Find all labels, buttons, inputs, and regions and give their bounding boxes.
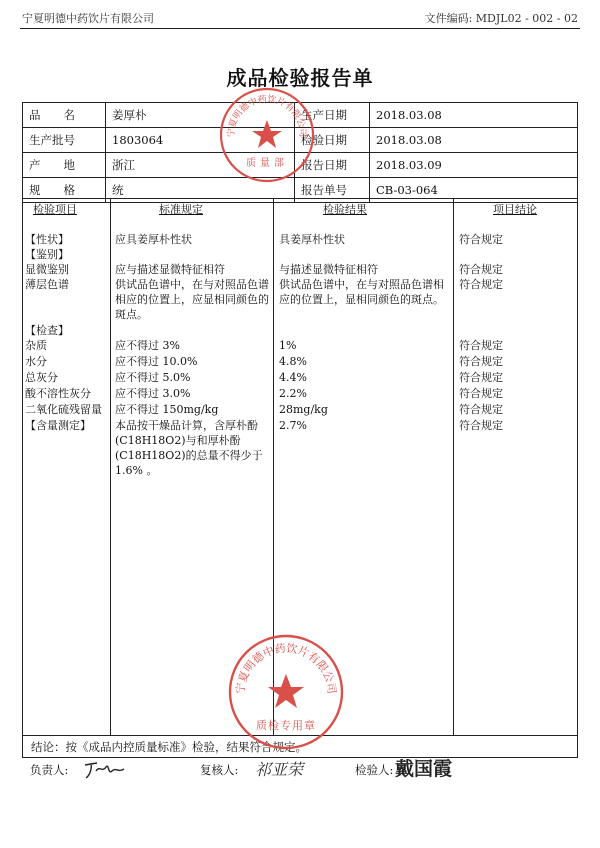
- info-label: 品 名: [23, 103, 106, 128]
- row-conclusion: 符合规定: [459, 387, 503, 400]
- row-standard: 应不得过 5.0%: [115, 371, 191, 384]
- stamp-bottom-text: 质量部: [246, 158, 288, 169]
- row-item: 酸不溶性灰分: [25, 387, 91, 400]
- report-title: 成品检验报告单: [226, 66, 374, 90]
- row-conclusion: 符合规定: [459, 233, 503, 246]
- info-value: CB-03-064: [370, 178, 578, 203]
- row-result: 与描述显微特征相符: [279, 263, 378, 276]
- row-result: 4.8%: [279, 355, 307, 368]
- stamp-top-text: 宁夏明德中药饮片有限公司: [226, 94, 308, 138]
- info-value: 2018.03.08: [370, 128, 578, 153]
- row-item: 【检查】: [25, 324, 69, 337]
- qc-seal-stamp: [226, 632, 346, 752]
- row-conclusion: 符合规定: [459, 339, 503, 352]
- seal-bottom-text: 质检专用章: [256, 719, 316, 732]
- header-item: 检验项目: [33, 203, 77, 216]
- info-label: 产 地: [23, 153, 106, 178]
- row-conclusion: 符合规定: [459, 403, 503, 416]
- row-conclusion: 符合规定: [459, 263, 503, 276]
- row-conclusion: 符合规定: [459, 278, 503, 291]
- row-standard: 应不得过 3%: [115, 339, 180, 352]
- row-result: 1%: [279, 339, 297, 352]
- row-result: 供试品色谱中，在与对照品色谱相应的位置上，显相同颜色的斑点。: [279, 278, 444, 306]
- row-item: 显微鉴别: [25, 263, 69, 276]
- info-value: 姜厚朴: [106, 103, 295, 128]
- info-label: 报告单号: [295, 178, 370, 203]
- row-standard: 应不得过 10.0%: [115, 355, 198, 368]
- row-standard: 应不得过 150mg/kg: [115, 403, 219, 416]
- seal-top-text: 宁夏明德中药饮片有限公司: [233, 641, 339, 695]
- header-conclusion: 项目结论: [493, 203, 537, 216]
- row-item: 杂质: [25, 339, 47, 352]
- row-conclusion: 符合规定: [459, 355, 503, 368]
- row-standard: 本品按干燥品计算，含厚朴酚(C18H18O2)与和厚朴酚(C18H18O2)的总量不得少于 1.6% 。: [115, 419, 263, 477]
- column-divider: [110, 199, 111, 735]
- row-result: 28mg/kg: [279, 403, 328, 416]
- inspector-label: 检验人:: [355, 763, 394, 777]
- reviewer-label: 复核人:: [200, 763, 239, 777]
- conclusion-text: 结论：按《成品内控质量标准》检验，结果符合规定。: [22, 736, 578, 758]
- row-standard: 应不得过 3.0%: [115, 387, 191, 400]
- info-label: 规 格: [23, 178, 106, 203]
- row-item: 【鉴别】: [25, 248, 69, 261]
- header-result: 检验结果: [323, 203, 367, 216]
- reviewer-signature: 祁亚荣: [255, 760, 304, 779]
- row-standard: 应具姜厚朴性状: [115, 233, 192, 246]
- info-label: 生产日期: [295, 103, 370, 128]
- header-rule: [20, 28, 580, 29]
- document-code: 文件编码: MDJL02 - 002 - 02: [424, 12, 578, 25]
- responsible-signature: [82, 757, 128, 781]
- row-result: 2.2%: [279, 387, 307, 400]
- row-item: 水分: [25, 355, 47, 368]
- info-label: 检验日期: [295, 128, 370, 153]
- responsible-label: 负责人:: [30, 763, 69, 777]
- row-conclusion: 符合规定: [459, 419, 503, 432]
- row-item: 薄层色谱: [25, 278, 69, 291]
- row-conclusion: 符合规定: [459, 371, 503, 384]
- info-label: 生产批号: [23, 128, 106, 153]
- star-icon: [252, 120, 282, 148]
- row-item: 【含量测定】: [25, 419, 91, 432]
- info-value: 2018.03.09: [370, 153, 578, 178]
- row-standard: 供试品色谱中，在与对照品色谱相应的位置上，应显相同颜色的斑点。: [115, 278, 269, 321]
- row-result: 2.7%: [279, 419, 307, 432]
- row-result: 具姜厚朴性状: [279, 233, 345, 246]
- info-value: 浙江: [106, 153, 295, 178]
- company-name: 宁夏明德中药饮片有限公司: [22, 12, 154, 25]
- info-label: 报告日期: [295, 153, 370, 178]
- quality-department-stamp: [218, 86, 316, 184]
- star-icon: [268, 674, 304, 708]
- row-item: 二氧化硫残留量: [25, 403, 102, 416]
- row-standard: 应与描述显微特征相符: [115, 263, 225, 276]
- header-standard: 标准规定: [159, 203, 203, 216]
- row-item: 总灰分: [25, 371, 58, 384]
- row-result: 4.4%: [279, 371, 307, 384]
- column-divider: [453, 199, 454, 735]
- inspector-signature: 戴国霞: [395, 758, 453, 780]
- info-value: 统: [106, 178, 295, 203]
- row-item: 【性状】: [25, 233, 69, 246]
- info-value: 1803064: [106, 128, 295, 153]
- info-value: 2018.03.08: [370, 103, 578, 128]
